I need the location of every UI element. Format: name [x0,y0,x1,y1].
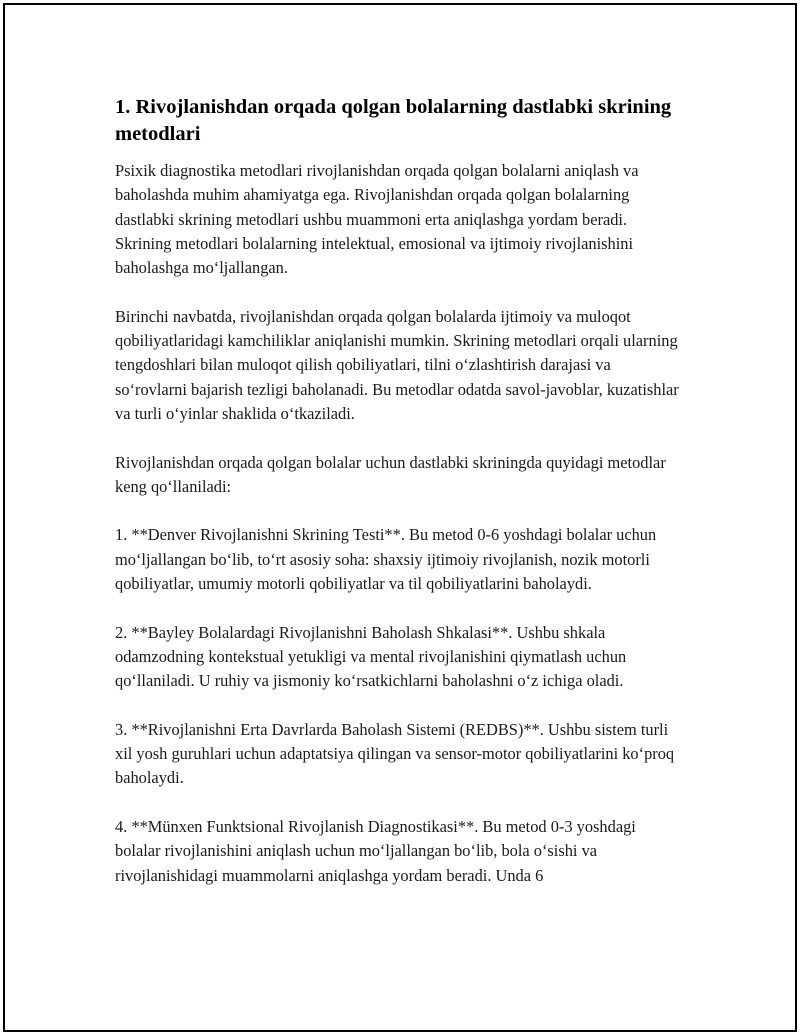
list-item-bayley: 2. **Bayley Bolalardagi Rivojlanishni Baholash Shkalasi**. Ushbu shkala odamzodning kontekstual yetukligi va mental rivojlanishini qiymatlash uchun qo‘llaniladi. U ruhiy va jismoniy ko‘rsatkichlarni baholashni o‘z ichiga oladi. [115,622,627,691]
list-item-redbs: 3. **Rivojlanishni Erta Davrlarda Baholash Sistemi (REDBS)**. Ushbu sistem turli xil yosh guruhlari uchun adaptatsiya qilingan va sensor-motor qobiliyatlarini ko‘proq baholaydi. [115,719,675,788]
list-item-denver: 1. **Denver Rivojlanishni Skrining Testi**. Bu metod 0-6 yoshdagi bolalar uchun mo‘ljallangan bo‘lib, to‘rt asosiy soha: shaxsiy ijtimoiy rivojlanish, nozik motorli qobiliyatlar, umumiy motorli qobiliyatlar va til qobiliyatlarini baholaydi. [115,525,657,594]
document-body [115,94,685,912]
paragraph-communication: Birinchi navbatda, rivojlanishdan orqada qolgan bolalarda ijtimoiy va muloqot qobiliyatlaridagi kamchiliklar aniqlanishi mumkin. Skrining metodlari orqali ularning tengdoshlari bilan muloqot qilish qobiliyatlari, tilni o‘zlashtirish darajasi va so‘rovlarni bajarish tezligi baholanadi. Bu metodlar odatda savol-javoblar, kuzatishlar va turli o‘yinlar shaklida o‘tkaziladi. [115,306,679,423]
list-item-munxen: 4. **Münxen Funktsional Rivojlanish Diagnostikasi**. Bu metod 0-3 yoshdagi bolalar rivojlanishini aniqlash uchun mo‘ljallangan bo‘lib, bola o‘sishi va rivojlanishidagi muammolarni aniqlashga yordam beradi. Unda 6 [115,817,636,885]
paragraph-methods-intro: Rivojlanishdan orqada qolgan bolalar uchun dastlabki skriningda quyidagi metodlar keng qo‘llaniladi: [115,452,666,496]
paragraph-intro: Psixik diagnostika metodlari rivojlanishdan orqada qolgan bolalarni aniqlash va baholashda muhim ahamiyatga ega. Rivojlanishdan orqada qolgan bolalarning dastlabki skrining metodlari ushbu muammoni erta aniqlashga yordam beradi. Skrining metodlari bolalarning intelektual, emosional va ijtimoiy rivojlanishini baholashga mo‘ljallangan. [115,161,639,278]
document-heading: 1. Rivojlanishdan orqada qolgan bolalarning dastlabki skrining metodlari [115,96,672,145]
